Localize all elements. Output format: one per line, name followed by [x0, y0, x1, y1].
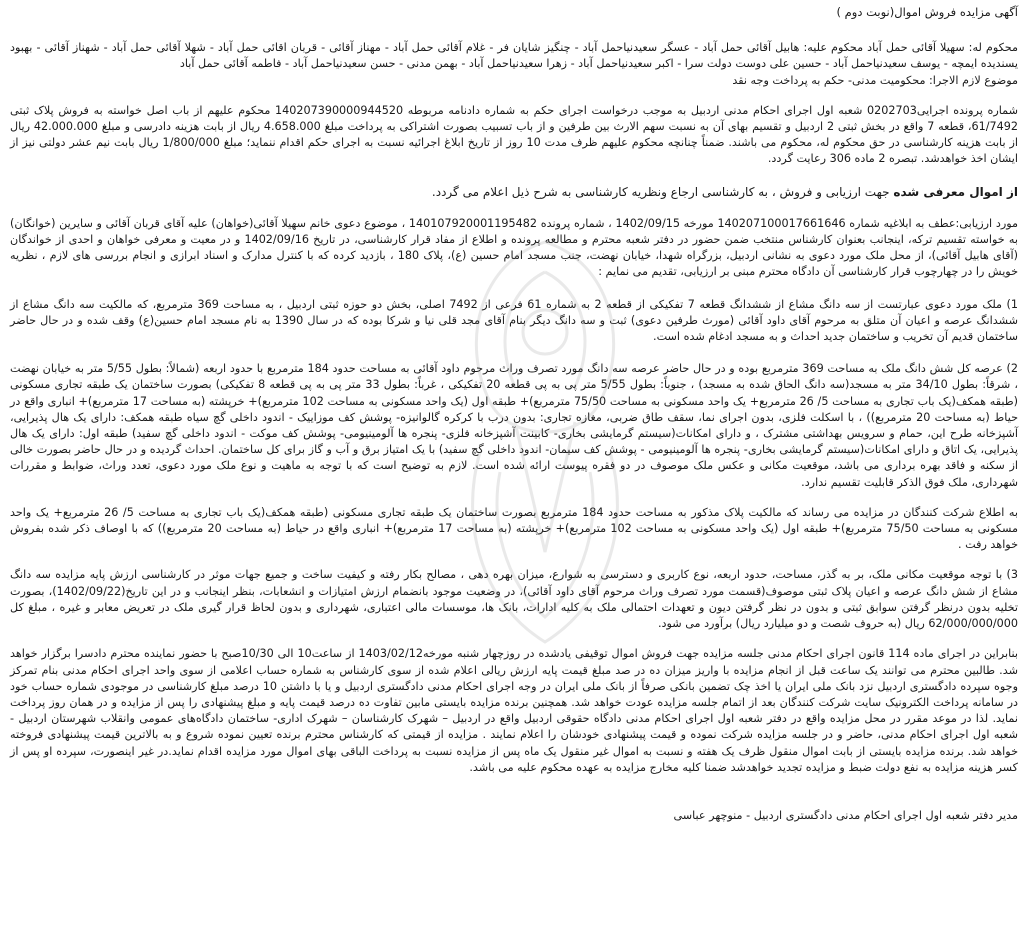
section-heading: [10, 184, 1018, 200]
case-paragraph: شماره پرونده اجرایی0202703 شعبه اول اجرای احکام مدنی اردبیل به موجب درخواست اجرای حکم به شماره دادنامه مربوطه 140207390000944520 محکوم علیهم از باب اصل خواسته به فروش پلاک ثبتی 61/7492، قطعه 7 واقع در بخش ثبتی 2 اردبیل و تقسیم بهای آن به نسبت سهم الارث بین طرفین و از باب تسبیب بصورت اشتراکی به پرداخت مبلغ 4.658.000 ریال از بابت هزینه دادرسی و مبلغ 42.000.000 ریال از بابت هزینه کارشناسی در حق محکوم له، محکوم می باشند. ضمناً چنانچه محکوم علیهم ظرف مدت 10 روز از تاریخ ابلاغ اجرائیه نسبت به اجرای حکم اقدام ننماید؛ مبلغ 1/800/000 ریال بابت نیم عشر دولتی نیز از ایشان اخذ خواهدشد. تبصره 2 ماده 306 رعایت گردد.: [10, 103, 1018, 166]
section-heading-bold: از اموال معرفی شده: [893, 184, 1018, 199]
assessment-paragraph: مورد ارزیابی:عطف به ابلاغیه شماره 140207100017661646 مورخه 1402/09/15 ، شماره پرونده 140107920001195482 ، موضوع دعوی خانم سهیلا آقائی(خواهان) علیه آقای قربان آقائی و سایرین (خوانگان) به خواسته تقسیم ترکه، اینجانب بعنوان کارشناس منتخب ضمن حضور در دفتر شعبه محترم و مطالعه پرونده و اطلاع از مفاد قرار کارشناسی، در تاریخ 1402/09/16 و در معیت و معرفی خواهان و احدی از خواندگان (آقای هابیل آقائی)، از محل ملک مورد دعوی به نشانی اردبیل، بزرگراه شهدا، خیابان نهضت، جنب مسجد امام حسین (ع)، پلاک 180 ، بازدید کرده که با کنترل مدارک و اسناد ابرازی و انجام بررسی های لازم ، نظریه خویش را در چهارچوب قرار کارشناسی آن دادگاه محترم مبنی بر ارزیابی، تقدیم می نمایم :: [10, 216, 1019, 279]
subject-line: موضوع لازم الاجرا: محکومیت مدنی- حکم به پرداخت وجه نقد: [732, 73, 1018, 87]
section-heading-rest: جهت ارزیابی و فروش ، به کارشناسی ارجاع ونظریه کارشناسی به شرح ذیل اعلام می گردد.: [431, 184, 894, 199]
item-2: 2) عرصه کل شش دانگ ملک به مساحت 369 مترمربع بوده و در حال حاضر عرصه سه دانگ مورد تصرف وراث مرحوم داود آقائی به مساحت حدود 184 مترمربع با حدود اربعه (شمالاً: بطول 5/55 متر به خیابان نهضت ، شرقاً: بطول 34/10 متر به مسجد(سه دانگ الحاق شده به مسجد) ، جنوباً: بطول 5/55 متر پی به پی قطعه 20 تفکیکی ، غرباً: بطول 33 متر پی به پی قطعه 8 تفکیکی) بصورت ساختمان یک طبقه تجاری مسکونی (طبقه همکف(یک باب تجاری به مساحت 5/ 26 مترمربع+ یک واحد مسکونی به مساحت 75/50 مترمربع)+ طبقه اول (یک واحد مسکونی به مساحت 102 مترمربع)+ خرپشته (به مساحت 17 مترمربع)+ انباری واقع در حیاط (به مساحت 20 مترمربع)) ، با اسکلت فلزی، بدون اجرای نما، سقف طاق ضربی، مغازه تجاری: بدون درب با کرکره گالوانیزه- پوشش کف موزاییک - اندود داخلی گچ سیاه طبقه همکف: دارای یک هال پذیرایی، آشپزخانه طرح این، حمام و سرویس بهداشتی مشترک ، و دارای امکانات(سیستم گرمایشی بخاری- کابینت آشپزخانه فلزی- پنجره ها آلومینیومی- پوشش کف موکت - اندود داخلی گچ سفید) طبقه اول: دارای یک هال پذیرایی، یک اتاق و دارای امکانات(سیستم گرمایشی بخاری- پنجره ها آلومینیومی - پوشش کف سیمان- اندود داخلی گچ سفید) با یک امتیاز برق و آب و گاز برای کل ساختمان. احداث گردیده و در حال حاضر بصورت خالی از سکنه و فاقد بهره برداری می باشد، موقعیت مکانی و عکس ملک موصوف در دو فقره پیوست ارائه شده است. لازم به توضیح است که با توجه به ماهیت و نوع ملک مورد دعوی، تعدد وراث، ضوابط و مقررات شهرداری، ملک فوق الذکر قابلیت تقسیم ندارد.: [10, 362, 1019, 489]
auction-paragraph: بنابراین در اجرای ماده 114 قانون اجرای احکام مدنی جلسه مزایده جهت فروش اموال توقیفی یادشده در روزچهار شنبه مورخه1403/02/12 از ساعت10 الی 10/30صبح با حضور نماینده محترم دادسرا برگزار خواهد شد. طالبین محترم می توانند یک ساعت قبل از انجام مزایده با واریز میزان ده در صد مبلغ قیمت پایه ارزش ریالی اعلام شده از سوی کارشناس به شماره حساب اعلامی از سوی واحد اجرای احکام مدنی بنام تمرکز وجوه سپرده دادگستری اردبیل نزد بانک ملی ایران یا اخذ چک تضمین بانکی صرفاً از بانک ملی ایران در وجه اجرای احکام مدنی دادگستری اردبیل و یا با داشتن 10 درصد مبلغ کارشناسی در موجودی شماره حساب خود در سامانه پرداخت الکترونیک سایت شرکت کنندگان بعد از اتمام جلسه مزایده عودت خواهد شد. همچنین برنده مزایده بایستی مابین تفاوت ده درصد قیمت پایه و مبلغ پیشنهادی را پس از مزایده و در همان روز پرداخت نماید. لذا در موعد مقرر در محل مزایده واقع در دفتر شعبه اول اجرای احکام مدنی دادگاه حقوقی اردبیل واقع در اردبیل – شهرک کارشناسان – شهرک اداری- ساختمان دادگاه‌های عمومی وانقلاب شهرستان اردبیل - شعبه اول اجرای احکام مدنی، حاضر و در جلسه مزایده شرکت نموده و قیمت پیشنهادی خودشان را اعلام نمایند . مزایده از قیمتی که کارشناس محترم برنده تعیین نموده شروع و به بالاترین قیمت پیشنهادی فروخته خواهد شد. برنده مزایده بایستی از بابت اموال منقول ظرف یک هفته و نسبت به اموال غیر منقول یک ماه پس از مزایده نسبت به پرداخت الباقی بهای اموال مورد مزایده اقدام نماید.در غیر اینصورت، سپرده او پس از کسر هزینه مزایده به نفع دولت ضبط و مزایده تجدید خواهدشد ضمنا کلیه مخارج مزایده به عهده محکوم علیه می باشد.: [10, 647, 1018, 774]
notice-title: آگهی مزایده فروش اموال(نوبت دوم ): [836, 5, 1018, 19]
item-3: 3) با توجه موقعیت مکانی ملک، بر به گذر، مساحت، حدود اربعه، نوع کاربری و دسترسی به شوارع، میزان بهره دهی ، مصالح بکار رفته و کیفیت ساخت و جمیع جهات موثر در کارشناسی ارزش پایه مزایده سه دانگ مشاع از شش دانگ عرصه و اعیان پلاک ثبتی موصوف(قسمت مورد تصرف وراث مرحوم آقای داود آقائی)، در وضعیت موجود بانضمام ارزش امتیازات و انشعابات، بنظر اینجانب و در این تاریخ(1402/09/22)، بصورت تخلیه بدون درنظر گرفتن سوابق ثبتی و بدون در نظر گرفتن دیون و تعهدات احتمالی ملک به کلیه ادارات، بانک ها، موسسات مالی اعتباری، شهرداری و بدون لحاظ قرار گیری ملک در تعریض معابر و غیره ، مبلغ کل 62/000/000/000 ریال (به حروف شصت و دو میلیارد ریال) برآورد می شود.: [10, 568, 1018, 631]
notice-paragraph: به اطلاع شرکت کنندگان در مزایده می رساند که مالکیت پلاک مذکور به مساحت حدود 184 مترمربع بصورت ساختمان یک طبقه تجاری مسکونی (طبقه همکف(یک باب تجاری به مساحت 5/ 26 مترمربع+ یک واحد مسکونی به مساحت 75/50 مترمربع)+ طبقه اول (یک واحد مسکونی به مساحت 102 مترمربع)+ خرپشته (به مساحت 17 مترمربع)+ انباری واقع در حیاط (به مساحت 20 مترمربع)) که با اوصاف ذکر شده بفروش خواهد رفت .: [10, 505, 1018, 552]
item-1: 1) ملک مورد دعوی عبارتست از سه دانگ مشاع از ششدانگ قطعه 7 تفکیکی از قطعه 2 به شماره 61 فرعی از 7492 اصلی، بخش دو حوزه ثبتی اردبیل ، به مساحت 369 مترمربع، که مالکیت سه دانگ مشاع از ششدانگ عرصه و اعیان آن متلق به مرحوم آقای داود آقائی (مورث طرفین دعوی) ثبت و سه دانگ دیگر بنام آقای مجد قلی نیا و شرکا بوده که در سال 1390 به نام مسجد امام حسین(ع) وقف شده و در حال حاضر ساختمان قدیم آن تخریب و ساختمان جدید احداث و به مسجد ادغام شده است.: [10, 297, 1019, 344]
signature-line: مدیر دفتر شعبه اول اجرای احکام مدنی دادگستری اردبیل - منوچهر عباسی: [673, 808, 1018, 822]
parties-line: محکوم له: سهیلا آقائی حمل آباد محکوم علیه: هابیل آقائی حمل آباد - عسگر سعیدنیاحمل آباد - چنگیز شایان فر - غلام آقائی حمل آباد - مهناز آقائی - قربان اقائی حمل آباد - شهلا آقائی حمل آباد - شهناز آقائی - بهبود یسندیده ایمچه - یوسف سعیدنیاحمل آباد - حسین علی دوست دولت سرا - اکبر سعیدنیاحمل آباد - زهرا سعیدنیاحمل آباد - بهمن مدنی - حسن سعیدنیاحمل آباد - فاطمه آقائی حمل آباد: [10, 41, 1018, 71]
